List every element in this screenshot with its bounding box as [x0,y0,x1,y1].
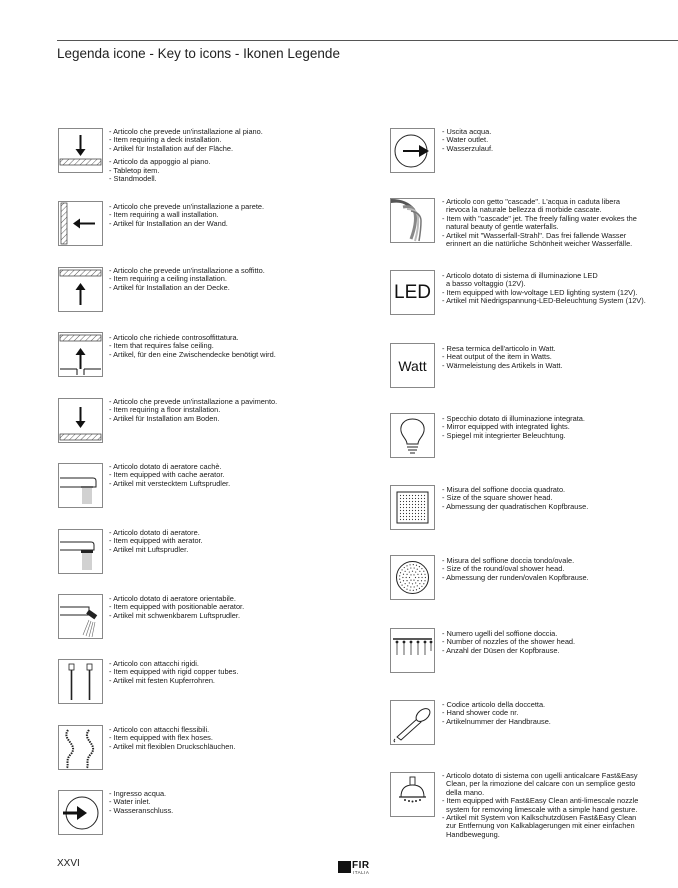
hand-shower-icon [390,700,435,745]
floor-installation-icon [58,398,103,443]
logo-subtext: ITALIA [353,870,370,875]
cache-aerator-icon [58,463,103,508]
fast-easy-clean-icon [390,772,435,817]
false-ceiling-icon [58,332,103,377]
positionable-aerator-icon [58,594,103,639]
deck-installation-icon [58,128,103,173]
page-number: XXVI [57,858,80,869]
watt-icon-label: Watt [398,357,427,374]
logo-text: FIR [352,860,370,871]
aerator-icon [58,529,103,574]
round-shower-head-icon [390,555,435,600]
light-bulb-icon [390,413,435,458]
fir-logo [338,860,378,878]
cascade-jet-icon [390,198,435,243]
square-shower-head-icon [390,485,435,530]
water-inlet-icon [58,790,103,835]
watt-icon [390,343,435,388]
led-icon-label: LED [394,281,431,303]
logo-mark-icon [338,861,351,873]
rigid-tubes-icon [58,659,103,704]
page-title: Legenda icone - Key to icons - Ikonen Legende [57,46,340,61]
ceiling-installation-icon [58,267,103,312]
wall-installation-icon [58,201,103,246]
flex-hoses-icon [58,725,103,770]
led-icon [390,270,435,315]
shower-nozzles-icon [390,628,435,673]
water-outlet-icon [390,128,435,173]
header-rule [57,40,678,41]
